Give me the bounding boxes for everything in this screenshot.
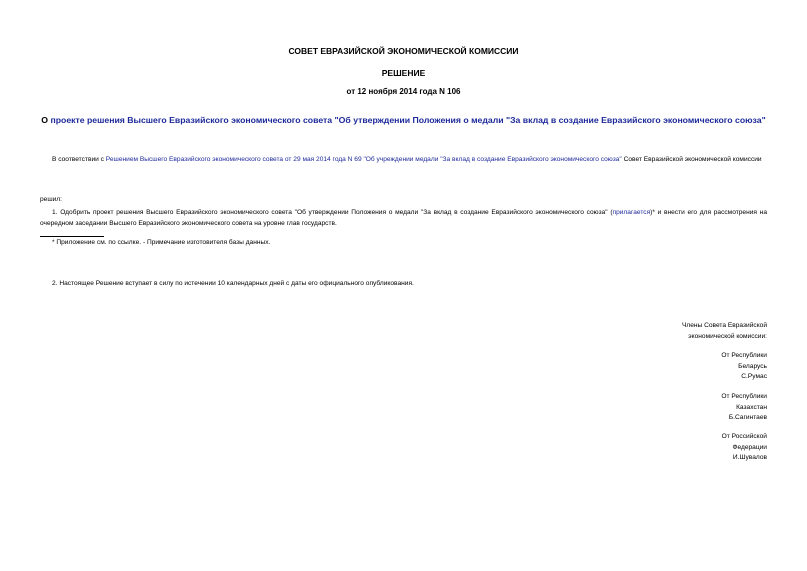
signature-block-belarus (721, 351, 767, 383)
signatures-heading-line: экономической комиссии: (688, 332, 767, 340)
signatures-heading (682, 321, 767, 342)
issuing-body: СОВЕТ ЕВРАЗИЙСКОЙ ЭКОНОМИЧЕСКОЙ КОМИССИИ (288, 46, 519, 56)
decision-69-link[interactable]: Решением Высшего Евразийского экономического совета от 29 мая 2014 года N 69 "Об учреждении медали "За вклад в создание Евразийского экономического союза" (105, 156, 622, 163)
title-prefix: О (41, 115, 51, 125)
document-type: РЕШЕНИЕ (381, 68, 426, 78)
attachment-link[interactable]: прилагается (612, 209, 651, 216)
document-title (40, 115, 767, 126)
document-date-number: от 12 ноября 2014 года N 106 (346, 87, 461, 96)
signature-block-kazakhstan (721, 392, 767, 424)
signature-country-line: От Республики (721, 393, 767, 400)
footnote-divider (40, 236, 104, 237)
clause-1-start: 1. Одобрить проект решения Высшего Евразийского экономического совета "Об утверждении Положения о медали "За вклад в создание Евразийского экономического союза" ( (52, 209, 613, 216)
signature-name: Б.Сагинтаев (728, 414, 767, 421)
signature-country-line: От Республики (721, 352, 767, 359)
decided-label: решил: (40, 196, 62, 203)
signature-name: И.Шувалов (732, 454, 767, 461)
signature-country-line: Казахстан (736, 403, 767, 411)
preamble-start: В соответствии с (52, 156, 106, 163)
signature-block-russia (722, 432, 767, 464)
preamble-paragraph (40, 154, 767, 165)
signatures-heading-line: Члены Совета Евразийской (681, 322, 767, 329)
clause-2: 2. Настоящее Решение вступает в силу по истечении 10 календарных дней с даты его официального опубликования. (52, 280, 414, 287)
footnote: * Приложение см. по ссылке. - Примечание изготовителя базы данных. (52, 239, 271, 246)
preamble-end: Совет Евразийской экономической комиссии (621, 156, 762, 163)
signature-country-line: От Российской (721, 433, 767, 440)
clause-1-end: )* и внести его для рассмотрения на очередном заседании Высшего Евразийского экономического совета на уровне глав государств. (40, 209, 767, 227)
title-link[interactable]: проекте решения Высшего Евразийского экономического совета "Об утверждении Положения о медали "За вклад в создание Евразийского экономического союза" (50, 115, 766, 125)
signature-country-line: Федерации (732, 443, 767, 451)
signature-name: С.Румас (741, 373, 767, 380)
signature-country-line: Беларусь (738, 362, 767, 370)
clause-1 (40, 207, 767, 229)
